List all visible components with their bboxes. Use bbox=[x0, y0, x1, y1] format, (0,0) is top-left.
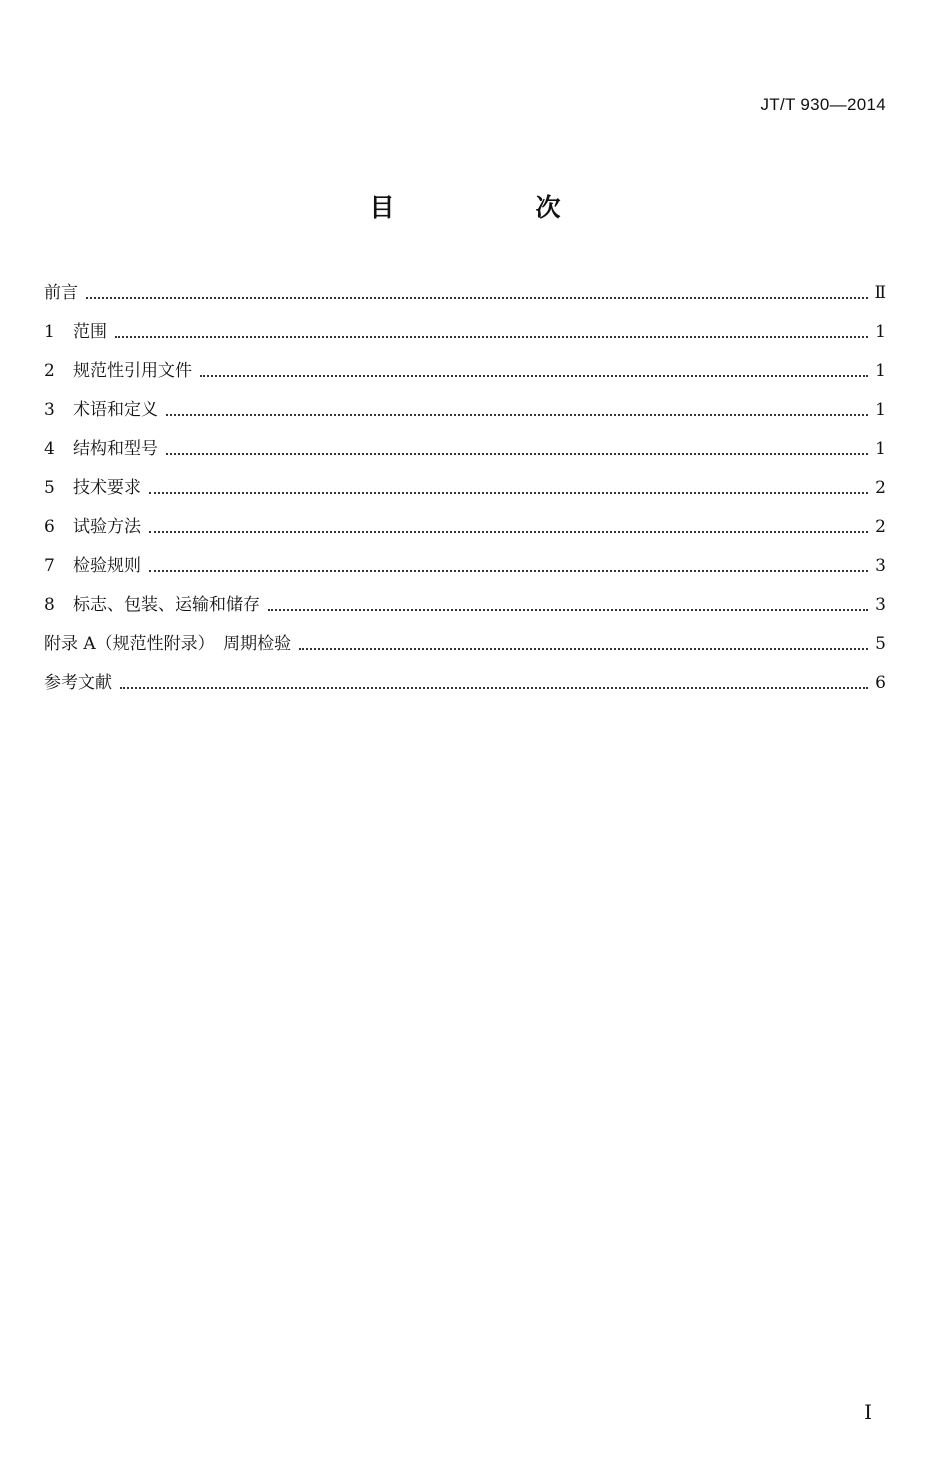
toc-entry-page: 3 bbox=[875, 556, 886, 576]
toc-leader-dots bbox=[299, 648, 868, 650]
toc-leader-dots bbox=[166, 414, 868, 416]
toc-entry-number: 8 bbox=[44, 595, 55, 615]
toc-entry-marking-packaging[interactable] bbox=[44, 586, 886, 625]
toc-leader-dots bbox=[115, 336, 868, 338]
toc-entry-annex-a[interactable] bbox=[44, 625, 886, 664]
table-of-contents bbox=[44, 274, 886, 703]
toc-entry-structure-models[interactable] bbox=[44, 430, 886, 469]
toc-entry-foreword[interactable] bbox=[44, 274, 886, 313]
toc-entry-technical-requirements[interactable] bbox=[44, 469, 886, 508]
toc-leader-dots bbox=[149, 492, 868, 494]
toc-leader-dots bbox=[86, 297, 868, 299]
toc-leader-dots bbox=[268, 609, 868, 611]
toc-leader-dots bbox=[149, 531, 868, 533]
toc-entry-label: 检验规则 bbox=[73, 556, 141, 576]
toc-entry-label: 技术要求 bbox=[73, 478, 141, 498]
toc-entry-terms-definitions[interactable] bbox=[44, 391, 886, 430]
toc-entry-normative-references[interactable] bbox=[44, 352, 886, 391]
toc-entry-number: 6 bbox=[44, 517, 55, 537]
toc-entry-number: 2 bbox=[44, 361, 55, 381]
toc-entry-inspection-rules[interactable] bbox=[44, 547, 886, 586]
toc-entry-scope[interactable] bbox=[44, 313, 886, 352]
toc-entry-label: 参考文献 bbox=[44, 673, 112, 693]
page-number: I bbox=[864, 1400, 872, 1424]
toc-entry-bibliography[interactable] bbox=[44, 664, 886, 703]
toc-entry-page: Ⅱ bbox=[874, 283, 886, 303]
toc-entry-test-methods[interactable] bbox=[44, 508, 886, 547]
toc-entry-page: 6 bbox=[875, 673, 886, 693]
toc-entry-number: 1 bbox=[44, 322, 55, 342]
toc-title: 目 次 bbox=[369, 193, 619, 222]
toc-leader-dots bbox=[149, 570, 868, 572]
toc-entry-number: 5 bbox=[44, 478, 55, 498]
toc-entry-number: 3 bbox=[44, 400, 55, 420]
toc-entry-label: 术语和定义 bbox=[73, 400, 158, 420]
toc-leader-dots bbox=[200, 375, 868, 377]
toc-entry-page: 1 bbox=[875, 322, 886, 342]
toc-entry-label: 标志、包装、运输和储存 bbox=[73, 595, 260, 615]
toc-entry-label: 结构和型号 bbox=[73, 439, 158, 459]
toc-entry-page: 2 bbox=[875, 517, 886, 537]
standard-code: JT/T 930—2014 bbox=[760, 95, 886, 114]
toc-entry-page: 1 bbox=[875, 361, 886, 381]
toc-leader-dots bbox=[120, 687, 868, 689]
toc-entry-label: 试验方法 bbox=[73, 517, 141, 537]
toc-entry-number: 4 bbox=[44, 439, 55, 459]
toc-entry-page: 2 bbox=[875, 478, 886, 498]
toc-leader-dots bbox=[166, 453, 868, 455]
toc-entry-label: 范围 bbox=[73, 322, 107, 342]
toc-entry-page: 3 bbox=[875, 595, 886, 615]
toc-entry-label: 前言 bbox=[44, 283, 78, 303]
toc-entry-page: 5 bbox=[875, 634, 886, 654]
toc-entry-label: 规范性引用文件 bbox=[73, 361, 192, 381]
toc-entry-label: 附录 A（规范性附录） 周期检验 bbox=[44, 634, 292, 654]
toc-entry-page: 1 bbox=[875, 439, 886, 459]
toc-entry-page: 1 bbox=[875, 400, 886, 420]
toc-entry-number: 7 bbox=[44, 556, 55, 576]
